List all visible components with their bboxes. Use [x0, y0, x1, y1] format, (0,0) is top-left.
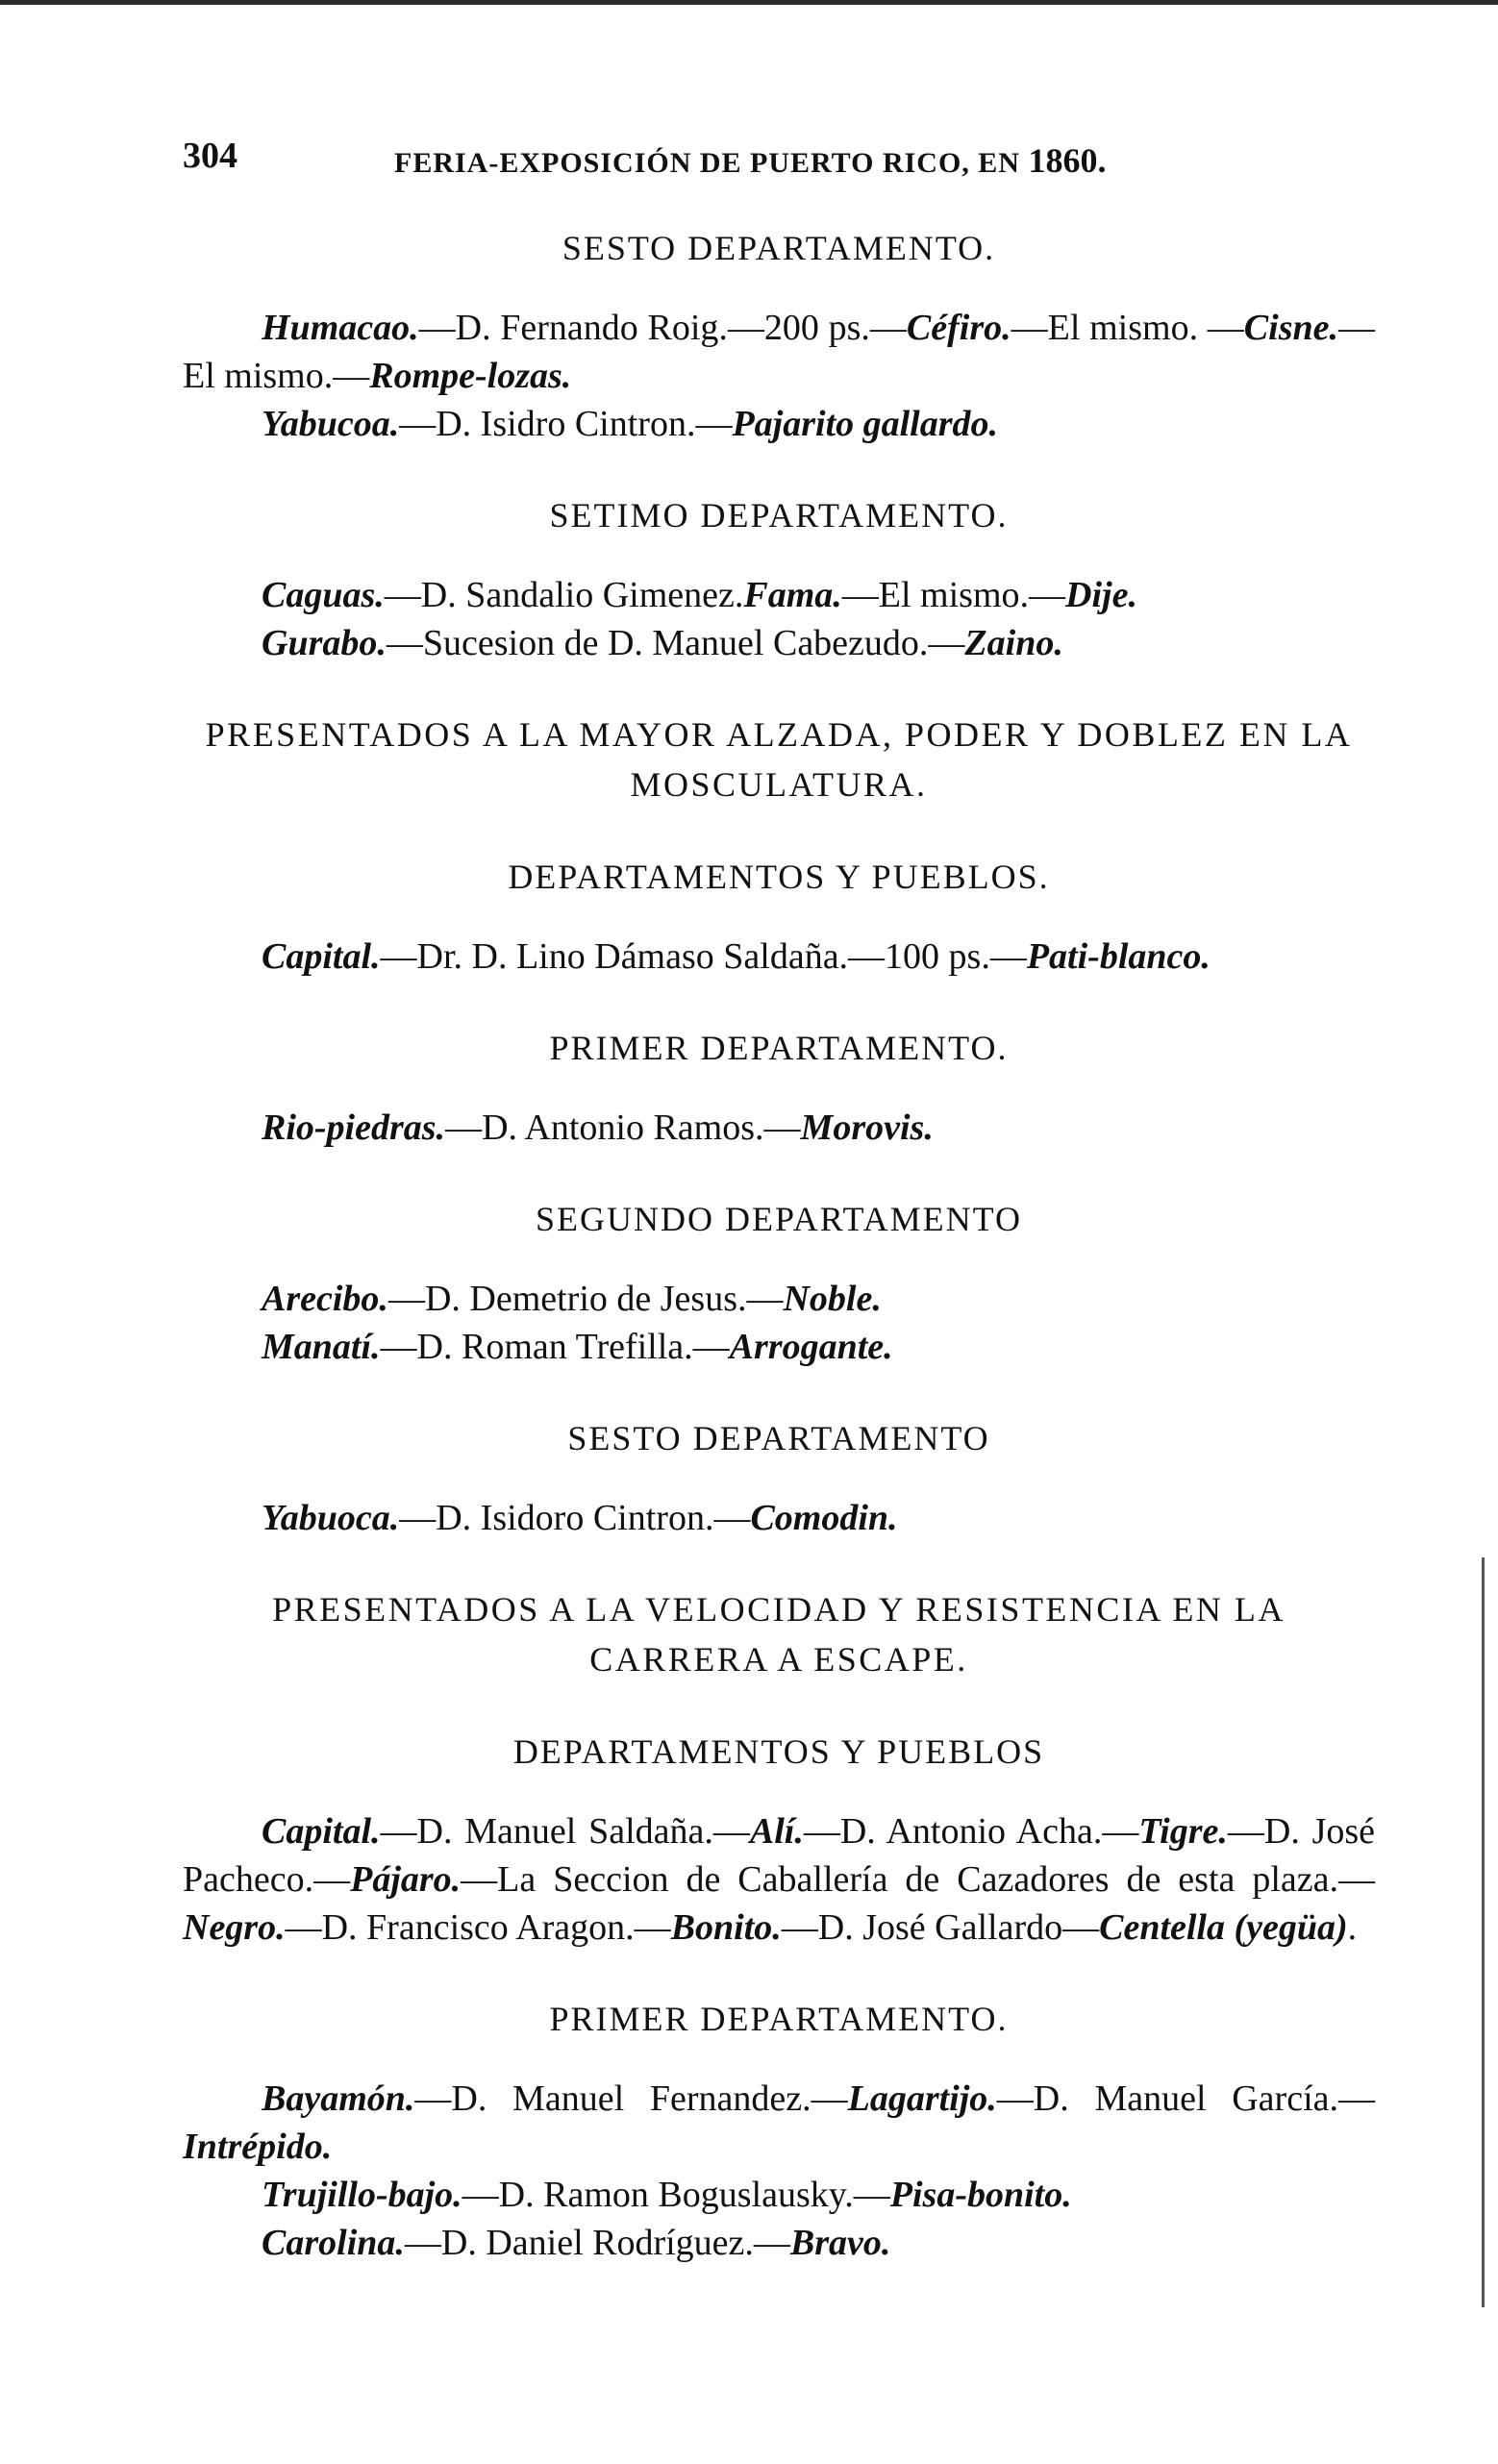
- entry-text: —Sucesion de D. Manuel Cabezudo.—: [386, 623, 965, 663]
- section-spacer: [183, 667, 1375, 709]
- italic-name: Pajarito gallardo.: [732, 404, 999, 444]
- entry-text: —D. Antonio Ramos.—: [445, 1108, 801, 1148]
- italic-name: Yabuoca.: [262, 1498, 400, 1538]
- italic-name: Alí.: [749, 1811, 804, 1852]
- section-spacer: [183, 1542, 1375, 1584]
- italic-name: Morovis.: [800, 1108, 934, 1148]
- entry-text: —D. José Pacheco.—: [183, 1811, 1376, 1900]
- italic-name: Bayamón.: [262, 2078, 415, 2119]
- entry-text: —D. Manuel Saldaña.—: [380, 1811, 750, 1852]
- section-spacer: [183, 809, 1375, 852]
- entry-text: —El mismo.—: [841, 575, 1066, 615]
- italic-name: Bravo.: [789, 2223, 891, 2263]
- italic-name: Humacao.: [262, 308, 419, 348]
- italic-name: Céfiro.: [906, 308, 1011, 348]
- italic-name: Negro.: [183, 1907, 286, 1948]
- heading-gap: [183, 1073, 1375, 1104]
- italic-name: Pájaro.: [350, 1859, 462, 1900]
- italic-name: Yabucoa.: [262, 404, 400, 444]
- entry-paragraph: [183, 619, 1375, 667]
- heading-gap: [183, 1244, 1375, 1275]
- document-page: [183, 135, 1375, 2267]
- top-border-rule: [0, 0, 1498, 5]
- entry-paragraph: [183, 1807, 1375, 1952]
- italic-name: Lagartijo.: [847, 2078, 997, 2119]
- department-heading: SEGUNDO DEPARTAMENTO: [536, 1200, 1022, 1238]
- italic-name: Comodin.: [750, 1498, 898, 1538]
- entry-text: —D. Manuel García.—: [996, 2078, 1375, 2119]
- entry-paragraph: [183, 304, 1375, 400]
- italic-name: Caguas.: [262, 575, 385, 615]
- heading-gap: [183, 1463, 1375, 1494]
- department-heading: PRIMER DEPARTAMENTO.: [549, 1029, 1009, 1067]
- italic-name: Fama.: [743, 575, 842, 615]
- running-title-year: 1860.: [1028, 141, 1107, 180]
- entry-paragraph: [183, 400, 1375, 448]
- department-heading: DEPARTAMENTOS Y PUEBLOS.: [508, 858, 1050, 896]
- italic-name: Trujillo-bajo.: [262, 2175, 462, 2215]
- section-spacer: [183, 192, 1375, 223]
- section-spacer: [183, 981, 1375, 1023]
- italic-name: Centella (yegüa): [1099, 1907, 1348, 1948]
- entry-text: —D. Manuel Fernandez.—: [414, 2078, 848, 2119]
- section-spacer: [183, 448, 1375, 490]
- running-title: [394, 140, 1106, 181]
- entry-paragraph: [183, 1104, 1375, 1152]
- entry-text: —D. Ramon Boguslausky.—: [462, 2175, 890, 2215]
- entry-text: —El mismo.—: [183, 308, 1375, 396]
- running-head: [183, 135, 1375, 192]
- entry-paragraph: [183, 2171, 1375, 2219]
- heading-gap: [183, 1777, 1375, 1807]
- section-spacer: [183, 1152, 1375, 1194]
- entry-paragraph: [183, 1323, 1375, 1371]
- entry-text: —El mismo. —: [1011, 308, 1244, 348]
- entry-text: —D. Francisco Aragon.—: [285, 1907, 671, 1948]
- running-title-text: FERIA-EXPOSICIÓN DE PUERTO RICO, EN: [394, 147, 1020, 179]
- entry-paragraph: [183, 2075, 1375, 2171]
- italic-name: Gurabo.: [262, 623, 387, 663]
- italic-name: Carolina.: [262, 2223, 405, 2263]
- italic-name: Rompe-lozas.: [369, 356, 572, 396]
- entry-text: —D. Isidoro Cintron.—: [399, 1498, 751, 1538]
- page-number: 304: [183, 136, 237, 176]
- italic-name: Arrogante.: [729, 1327, 893, 1367]
- heading-gap: [183, 2044, 1375, 2075]
- department-heading: SESTO DEPARTAMENTO.: [562, 229, 996, 267]
- italic-name: Arecibo.: [262, 1279, 388, 1319]
- entry-text: —La Seccion de Caballería de Cazadores de esta plaza.—: [461, 1859, 1375, 1900]
- scan-edge-mark: [1482, 1557, 1485, 2307]
- italic-name: Noble.: [783, 1279, 882, 1319]
- italic-name: Pisa-bonito.: [889, 2175, 1072, 2215]
- entry-paragraph: [183, 1275, 1375, 1323]
- department-heading: SESTO DEPARTAMENTO: [567, 1419, 990, 1457]
- entry-paragraph: [183, 933, 1375, 981]
- category-heading: PRESENTADOS A LA MAYOR ALZADA, PODER Y DOBLEZ EN LA MOSCULATURA.: [205, 715, 1353, 804]
- entry-text: —D. Sandalio Gimenez.: [384, 575, 744, 615]
- entry-text: —D. Daniel Rodríguez.—: [404, 2223, 790, 2263]
- heading-gap: [183, 902, 1375, 933]
- italic-name: Zaino.: [964, 623, 1063, 663]
- italic-name: Bonito.: [670, 1907, 782, 1948]
- entry-text: —D. Demetrio de Jesus.—: [387, 1279, 784, 1319]
- heading-gap: [183, 273, 1375, 304]
- category-heading: PRESENTADOS A LA VELOCIDAD Y RESISTENCIA EN LA CARRERA A ESCAPE.: [272, 1590, 1286, 1679]
- heading-gap: [183, 540, 1375, 571]
- italic-name: Pati-blanco.: [1026, 936, 1211, 977]
- department-heading: PRIMER DEPARTAMENTO.: [549, 2000, 1009, 2038]
- entry-text: —D. José Gallardo—: [781, 1907, 1100, 1948]
- document-body: [183, 192, 1375, 2267]
- department-heading: SETIMO DEPARTAMENTO.: [549, 496, 1009, 535]
- section-spacer: [183, 1371, 1375, 1413]
- italic-name: Cisne.: [1243, 308, 1338, 348]
- italic-name: Rio-piedras.: [262, 1108, 446, 1148]
- entry-paragraph: [183, 571, 1375, 619]
- italic-name: Tigre.: [1138, 1811, 1228, 1852]
- section-spacer: [183, 1952, 1375, 1994]
- entry-text: —D. Fernando Roig.—200 ps.—: [418, 308, 907, 348]
- section-spacer: [183, 1684, 1375, 1727]
- italic-name: Capital.: [262, 936, 381, 977]
- italic-name: Intrépido.: [183, 2127, 333, 2167]
- italic-name: Manatí.: [262, 1327, 381, 1367]
- italic-name: Dije.: [1065, 575, 1137, 615]
- entry-paragraph: [183, 1494, 1375, 1542]
- department-heading: DEPARTAMENTOS Y PUEBLOS: [512, 1732, 1045, 1771]
- entry-text: —D. Antonio Acha.—: [803, 1811, 1139, 1852]
- entry-text: —Dr. D. Lino Dámaso Saldaña.—100 ps.—: [380, 936, 1027, 977]
- italic-name: Capital.: [262, 1811, 381, 1852]
- entry-text: .: [1347, 1907, 1358, 1948]
- entry-text: —D. Isidro Cintron.—: [399, 404, 733, 444]
- entry-paragraph: [183, 2219, 1375, 2267]
- entry-text: —D. Roman Trefilla.—: [380, 1327, 730, 1367]
